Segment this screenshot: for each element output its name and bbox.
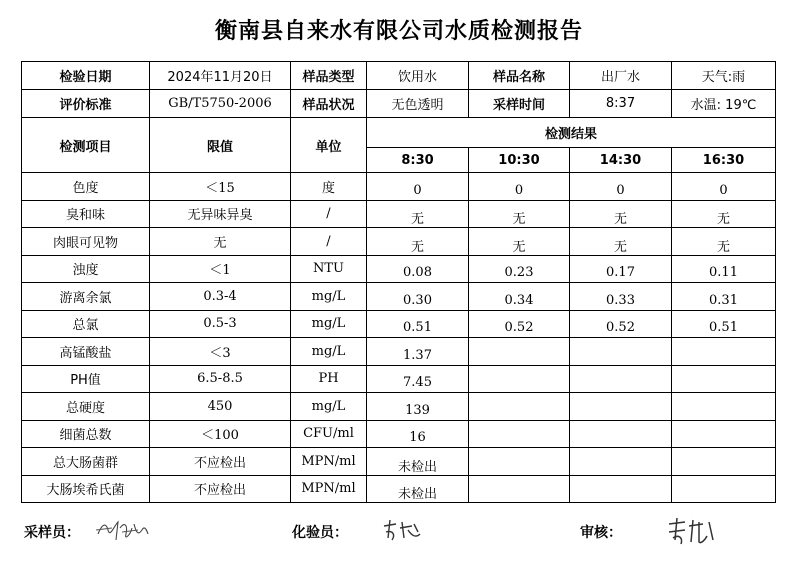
row-result <box>672 173 776 201</box>
row-result <box>469 283 570 311</box>
date-value: 2024年11月20日 <box>150 62 291 90</box>
row-result <box>367 200 469 228</box>
row-item: 细菌总数 <box>22 420 150 448</box>
row-result <box>570 420 672 448</box>
header-results: 检测结果 <box>367 118 776 148</box>
time-value: 8:37 <box>570 90 672 118</box>
weather: 天气:雨 <box>672 62 776 90</box>
table-row <box>22 228 776 256</box>
table-row <box>22 255 776 283</box>
row-result <box>469 365 570 393</box>
row-unit: NTU <box>291 255 367 283</box>
row-result <box>570 200 672 228</box>
row-result <box>570 283 672 311</box>
row-result <box>469 310 570 338</box>
result-value: 0.51 <box>709 320 738 336</box>
header-limit: 限值 <box>150 118 291 173</box>
table-row <box>22 448 776 476</box>
row-unit: / <box>291 200 367 228</box>
result-value: 0.52 <box>504 320 534 336</box>
row-result <box>367 475 469 503</box>
row-result <box>469 338 570 366</box>
result-value: 0 <box>616 182 625 198</box>
result-value: 0 <box>719 182 728 198</box>
row-result <box>367 338 469 366</box>
row-result <box>570 448 672 476</box>
row-item: 总大肠菌群 <box>22 448 150 476</box>
row-result <box>672 475 776 503</box>
result-value: 0 <box>413 182 422 198</box>
sampler-label: 采样员： <box>24 525 80 541</box>
row-result <box>672 200 776 228</box>
row-result <box>469 200 570 228</box>
result-value: 0.30 <box>403 292 432 308</box>
row-unit: PH <box>291 365 367 393</box>
result-value: 0.52 <box>606 320 635 336</box>
row-result <box>469 420 570 448</box>
row-limit: 无异味异臭 <box>150 200 291 228</box>
reviewer-label: 审核： <box>580 525 622 541</box>
result-value: 无 <box>716 212 730 228</box>
result-value: 0.08 <box>403 265 432 281</box>
table-row <box>22 310 776 338</box>
row-unit: mg/L <box>291 310 367 338</box>
row-result <box>672 420 776 448</box>
row-item: 高锰酸盐 <box>22 338 150 366</box>
row-result <box>570 255 672 283</box>
row-result <box>469 475 570 503</box>
row-result <box>367 310 469 338</box>
result-value: 未检出 <box>397 487 437 503</box>
row-result <box>672 448 776 476</box>
row-unit: MPN/ml <box>291 475 367 503</box>
row-unit: mg/L <box>291 393 367 421</box>
result-value: 无 <box>512 212 526 228</box>
row-result <box>367 283 469 311</box>
standard-value: GB/T5750-2006 <box>150 90 291 118</box>
status-label: 样品状况 <box>291 90 367 118</box>
row-limit: 450 <box>150 393 291 421</box>
row-result <box>570 310 672 338</box>
row-limit: 不应检出 <box>150 448 291 476</box>
water-temp: 水温: 19℃ <box>672 90 776 118</box>
row-limit: ＜15 <box>150 173 291 201</box>
row-result <box>570 365 672 393</box>
row-limit: 0.3-4 <box>150 283 291 311</box>
header-time: 10:30 <box>469 148 570 173</box>
row-result <box>469 448 570 476</box>
name-label: 样品名称 <box>469 62 570 90</box>
row-result <box>469 393 570 421</box>
result-value: 无 <box>512 239 526 255</box>
row-result <box>469 228 570 256</box>
row-result <box>367 393 469 421</box>
inspector-label: 化验员： <box>292 525 348 541</box>
data-rows <box>22 173 776 503</box>
type-label: 样品类型 <box>291 62 367 90</box>
table-row <box>22 200 776 228</box>
header-item: 检测项目 <box>22 118 150 173</box>
row-unit: / <box>291 228 367 256</box>
row-result <box>672 255 776 283</box>
result-value: 0.31 <box>709 292 738 308</box>
row-result <box>672 310 776 338</box>
row-result <box>367 420 469 448</box>
row-result <box>570 475 672 503</box>
row-item: 色度 <box>22 173 150 201</box>
table-row <box>22 475 776 503</box>
row-item: 游离余氯 <box>22 283 150 311</box>
header-time: 14:30 <box>570 148 672 173</box>
table-row <box>22 338 776 366</box>
row-unit: CFU/ml <box>291 420 367 448</box>
row-limit: 无 <box>150 228 291 256</box>
result-value: 16 <box>409 430 426 446</box>
row-result <box>672 365 776 393</box>
row-limit: ＜3 <box>150 338 291 366</box>
row-item: 浊度 <box>22 255 150 283</box>
info-row-2 <box>22 90 776 118</box>
row-unit: mg/L <box>291 283 367 311</box>
result-value: 0.17 <box>606 265 635 281</box>
result-value: 0.11 <box>709 265 738 281</box>
result-value: 未检出 <box>397 459 437 475</box>
name-value: 出厂水 <box>570 62 672 90</box>
result-value: 无 <box>716 239 730 255</box>
row-result <box>367 365 469 393</box>
row-item: PH值 <box>22 365 150 393</box>
row-limit: ＜1 <box>150 255 291 283</box>
result-value: 0.33 <box>606 292 635 308</box>
time-label: 采样时间 <box>469 90 570 118</box>
sampler-signature <box>92 512 154 546</box>
reviewer-signature <box>663 512 723 548</box>
row-limit: 0.5-3 <box>150 310 291 338</box>
standard-label: 评价标准 <box>22 90 150 118</box>
row-unit: 度 <box>291 173 367 201</box>
row-item: 肉眼可见物 <box>22 228 150 256</box>
row-limit: 不应检出 <box>150 475 291 503</box>
table-row <box>22 283 776 311</box>
result-value: 1.37 <box>403 347 432 363</box>
row-result <box>367 173 469 201</box>
row-item: 总硬度 <box>22 393 150 421</box>
row-item: 总氯 <box>22 310 150 338</box>
result-value: 7.45 <box>403 375 432 391</box>
result-value: 无 <box>410 239 424 255</box>
row-result <box>570 338 672 366</box>
report-title: 衡南县自来水有限公司水质检测报告 <box>214 19 583 44</box>
row-unit: MPN/ml <box>291 448 367 476</box>
row-limit: 6.5-8.5 <box>150 365 291 393</box>
row-result <box>469 173 570 201</box>
result-value: 0.51 <box>403 320 432 336</box>
result-value: 无 <box>613 239 627 255</box>
header-time: 8:30 <box>367 148 469 173</box>
row-result <box>570 393 672 421</box>
header-time: 16:30 <box>672 148 776 173</box>
table-row <box>22 420 776 448</box>
row-result <box>469 255 570 283</box>
row-result <box>570 228 672 256</box>
table-row <box>22 365 776 393</box>
result-value: 无 <box>613 212 627 228</box>
row-result <box>367 448 469 476</box>
row-item: 大肠埃希氏菌 <box>22 475 150 503</box>
info-row-1 <box>22 62 776 90</box>
date-label: 检验日期 <box>22 62 150 90</box>
row-result <box>672 393 776 421</box>
row-result <box>367 255 469 283</box>
row-limit: ＜100 <box>150 420 291 448</box>
inspector-signature <box>378 512 430 546</box>
row-unit: mg/L <box>291 338 367 366</box>
row-item: 臭和味 <box>22 200 150 228</box>
type-value: 饮用水 <box>367 62 469 90</box>
header-row-1 <box>22 118 776 148</box>
result-value: 0.23 <box>504 265 534 281</box>
row-result <box>672 338 776 366</box>
result-value: 139 <box>405 402 430 418</box>
row-result <box>672 283 776 311</box>
status-value: 无色透明 <box>367 90 469 118</box>
table-row <box>22 173 776 201</box>
result-value: 无 <box>410 212 424 228</box>
header-unit: 单位 <box>291 118 367 173</box>
row-result <box>672 228 776 256</box>
row-result <box>367 228 469 256</box>
table-row <box>22 393 776 421</box>
row-result <box>570 173 672 201</box>
result-value: 0 <box>514 182 524 198</box>
report-table <box>21 61 776 503</box>
result-value: 0.34 <box>504 292 534 308</box>
